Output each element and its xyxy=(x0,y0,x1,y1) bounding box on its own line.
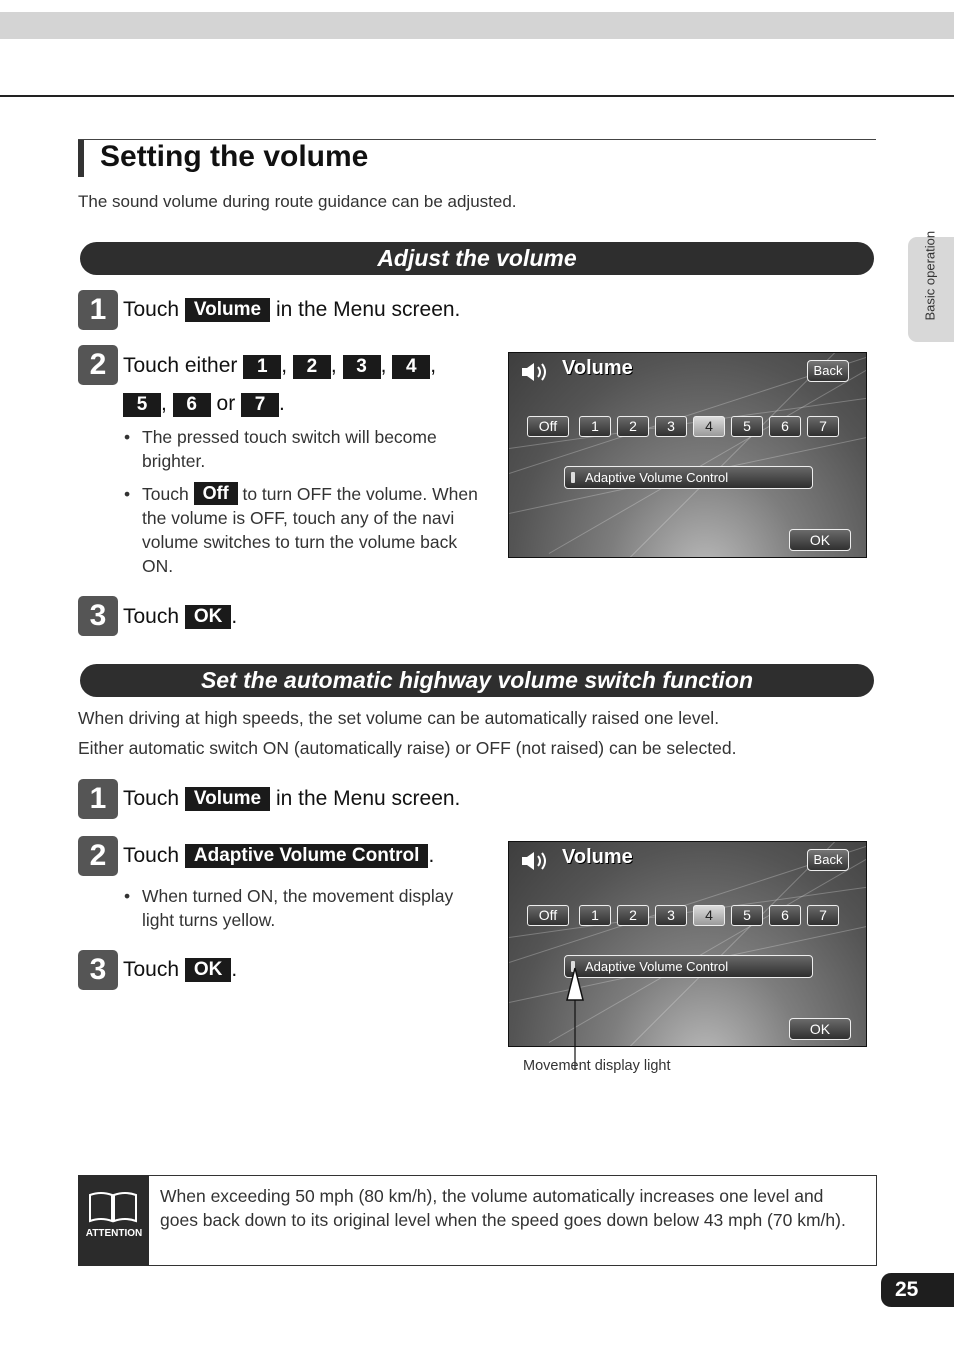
page-title: Setting the volume xyxy=(100,140,369,173)
side-tab-label: Basic operation xyxy=(922,230,938,321)
section-heading-adjust: Adjust the volume xyxy=(80,242,874,275)
bullet-text: The pressed touch switch will become brighter. xyxy=(142,427,437,471)
level-7-button[interactable]: 7 xyxy=(807,905,839,926)
step-label: in the Menu screen. xyxy=(275,787,461,810)
ok-button[interactable]: OK xyxy=(789,529,851,551)
back-button[interactable]: Back xyxy=(807,849,849,871)
speaker-icon xyxy=(521,361,553,388)
level-6-button[interactable]: 6 xyxy=(769,905,801,926)
level-5-button[interactable]: 5 xyxy=(731,416,763,437)
off-key: Off xyxy=(194,482,238,505)
volume-key: Volume xyxy=(185,787,270,811)
volume-key: Volume xyxy=(185,298,270,322)
level-key: 2 xyxy=(293,355,331,379)
step-label: Touch xyxy=(123,844,180,867)
level-key: 6 xyxy=(173,393,211,417)
adaptive-volume-control-button[interactable] xyxy=(564,466,813,489)
ok-button[interactable]: OK xyxy=(789,1018,851,1040)
volume-screen-1 xyxy=(508,352,867,558)
step-number: 1 xyxy=(78,290,118,330)
movement-display-light xyxy=(571,472,575,483)
step-number: 2 xyxy=(78,345,118,385)
off-button[interactable]: Off xyxy=(527,416,569,437)
bullet-text: Touch xyxy=(142,484,189,504)
level-4-button[interactable]: 4 xyxy=(693,905,725,926)
step-label: Touch xyxy=(123,298,180,321)
step-label: Touch xyxy=(123,605,180,628)
level-3-button[interactable]: 3 xyxy=(655,416,687,437)
avc-label: Adaptive Volume Control xyxy=(585,959,729,974)
step-text: Touch either 1 , 2 , 3 , 4 , xyxy=(123,354,437,377)
screen-title: Volume xyxy=(562,357,633,379)
level-key: 4 xyxy=(392,355,430,379)
ok-key: OK xyxy=(185,958,232,982)
header-rule xyxy=(0,95,954,97)
level-1-button[interactable]: 1 xyxy=(579,416,611,437)
intro-text: The sound volume during route guidance can be adjusted. xyxy=(78,192,517,211)
step-text: 5 , 6 or 7 . xyxy=(123,392,285,417)
step-label: Touch xyxy=(123,958,180,981)
level-2-button[interactable]: 2 xyxy=(617,905,649,926)
header-band xyxy=(0,12,954,39)
step-text: Touch OK . xyxy=(123,605,238,628)
level-key: 1 xyxy=(243,355,281,379)
bullet-item: • The pressed touch switch will become brighter. xyxy=(124,427,437,471)
step-number: 2 xyxy=(78,836,118,876)
level-5-button[interactable]: 5 xyxy=(731,905,763,926)
step-label: or xyxy=(216,392,236,415)
ok-key: OK xyxy=(185,605,232,629)
level-3-button[interactable]: 3 xyxy=(655,905,687,926)
level-key: 3 xyxy=(343,355,381,379)
title-marker xyxy=(78,140,84,177)
avc-label: Adaptive Volume Control xyxy=(585,470,729,485)
page-number: 25 xyxy=(881,1273,954,1307)
step-text: Touch OK . xyxy=(123,958,238,981)
caption-movement-light: Movement display light xyxy=(523,1058,671,1074)
screen-title: Volume xyxy=(562,846,633,868)
section-heading-highway: Set the automatic highway volume switch function xyxy=(80,664,874,697)
adaptive-volume-control-button[interactable] xyxy=(564,955,813,978)
book-icon xyxy=(78,1175,149,1225)
back-button[interactable]: Back xyxy=(807,360,849,382)
step-text: Touch Adaptive Volume Control . xyxy=(123,844,435,867)
step-label: Touch either xyxy=(123,354,238,377)
step-number: 1 xyxy=(78,779,118,819)
level-key: 5 xyxy=(123,393,161,417)
step-number: 3 xyxy=(78,596,118,636)
bullet-text: to turn OFF the volume. When the volume is OFF, touch any of the navi volume switches to turn the volume back ON. xyxy=(142,484,478,576)
speaker-icon xyxy=(521,850,553,877)
paragraph: Either automatic switch ON (automatically raise) or OFF (not raised) can be selected. xyxy=(78,738,737,758)
step-label: in the Menu screen. xyxy=(275,298,461,321)
level-7-button[interactable]: 7 xyxy=(807,416,839,437)
adaptive-volume-control-key: Adaptive Volume Control xyxy=(185,844,429,868)
level-4-button[interactable]: 4 xyxy=(693,416,725,437)
step-text xyxy=(123,787,460,811)
off-button[interactable]: Off xyxy=(527,905,569,926)
attention-text: When exceeding 50 mph (80 km/h), the volume automatically increases one level and goes back down to its original level when the speed goes down below 43 mph (70 km/h). xyxy=(160,1186,846,1230)
step-label: Touch xyxy=(123,787,180,810)
attention-label: ATTENTION xyxy=(85,1228,143,1239)
bullet-text: When turned ON, the movement display light turns yellow. xyxy=(142,886,454,930)
bullet-item: • When turned ON, the movement display light turns yellow. xyxy=(124,886,454,930)
level-2-button[interactable]: 2 xyxy=(617,416,649,437)
step-number: 3 xyxy=(78,950,118,990)
step-text xyxy=(123,298,460,322)
level-key: 7 xyxy=(241,393,279,417)
bullet-item: • Touch Off to turn OFF the volume. When the volume is OFF, touch any of the navi volume switches to turn the volume back ON. xyxy=(124,483,478,576)
attention-panel xyxy=(78,1175,149,1266)
level-1-button[interactable]: 1 xyxy=(579,905,611,926)
level-6-button[interactable]: 6 xyxy=(769,416,801,437)
paragraph: When driving at high speeds, the set volume can be automatically raised one level. xyxy=(78,708,720,728)
